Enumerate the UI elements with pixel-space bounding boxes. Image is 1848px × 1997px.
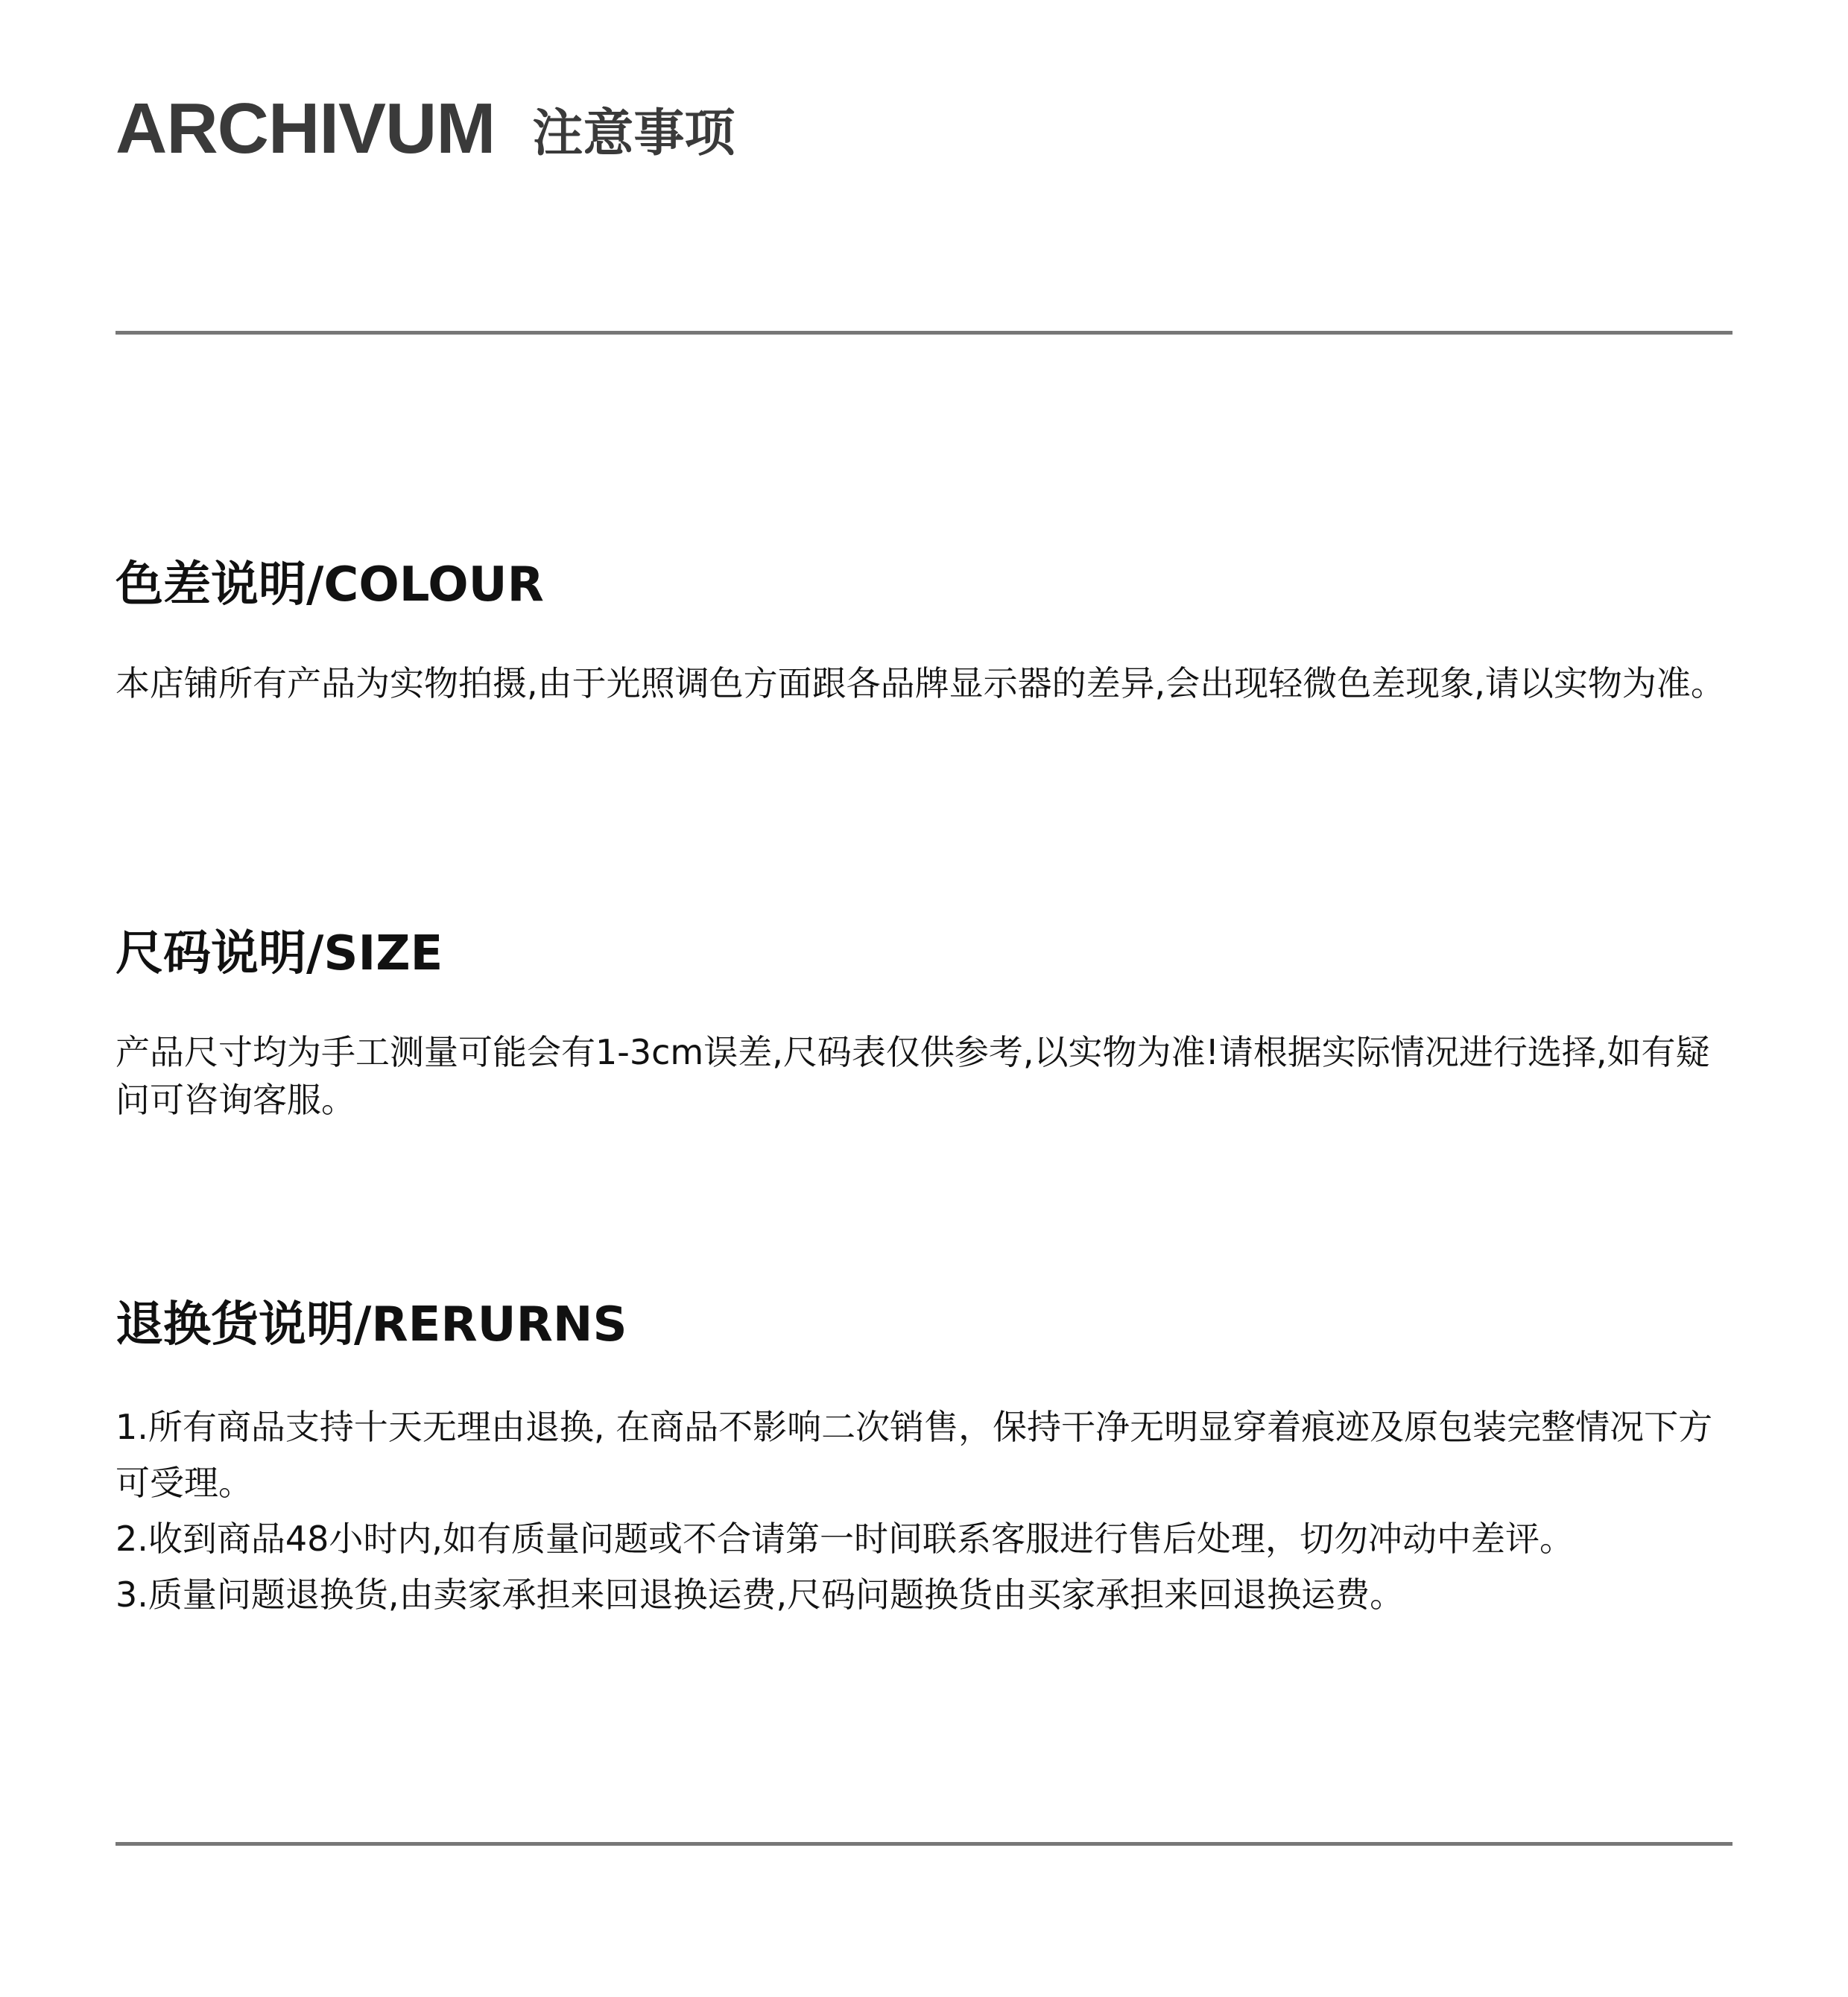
page-title: 注意事项	[532, 104, 735, 163]
size-section	[116, 924, 1732, 1124]
top-divider	[116, 331, 1732, 335]
brand-logo-text: ARCHIVUM	[116, 89, 496, 168]
page-header	[116, 88, 735, 170]
bottom-divider	[116, 1842, 1732, 1846]
size-section-title: 尺码说明/SIZE	[116, 926, 443, 981]
colour-section	[116, 555, 1732, 707]
returns-item-3: 3.质量问题退换货,由卖家承担来回退换运费,尺码问题换货由买家承担来回退换运费。	[116, 1575, 1405, 1615]
colour-paragraph: 本店铺所有产品为实物拍摄,由于光照调色方面跟各品牌显示器的差异,会出现轻微色差现象,请以实物为准。	[116, 663, 1725, 703]
size-paragraph: 产品尺寸均为手工测量可能会有1-3cm误差,尺码表仅供参考,以实物为准!请根据实际情况进行选择,如有疑问可咨询客服。	[116, 1032, 1710, 1120]
returns-section-title: 退换货说明/RERURNS	[116, 1297, 627, 1352]
returns-section	[116, 1295, 1732, 1623]
returns-item-2: 2.收到商品48小时内,如有质量问题或不合请第一时间联系客服进行售后处理，切勿冲动中差评。	[116, 1519, 1575, 1559]
returns-section-body	[116, 1399, 1732, 1623]
colour-section-body	[116, 659, 1732, 707]
size-section-body	[116, 1028, 1732, 1124]
returns-item-1: 1.所有商品支持十天无理由退换, 在商品不影响二次销售，保持干净无明显穿着痕迹及原包装完整情况下方可受理。	[116, 1407, 1713, 1503]
colour-section-title: 色差说明/COLOUR	[116, 557, 544, 613]
